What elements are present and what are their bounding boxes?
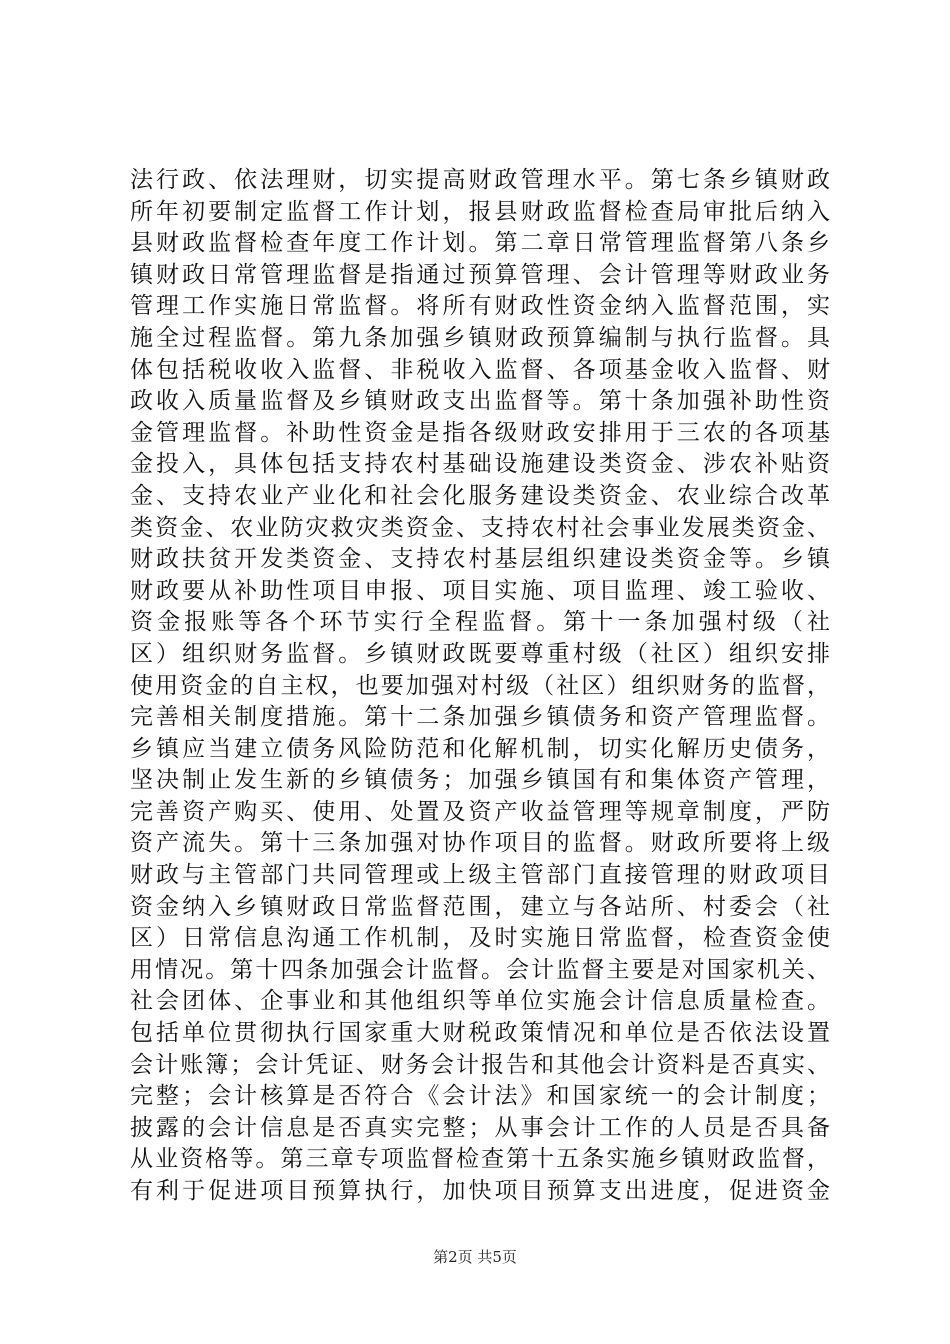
text-line: 用情况。第十四条加强会计监督。会计监督主要是对国家机关、 — [130, 956, 830, 983]
text-line: 披露的会计信息是否真实完整；从事会计工作的人员是否具备 — [130, 1114, 830, 1141]
text-line: 资金报账等各个环节实行全程监督。第十一条加强村级（社 — [130, 609, 830, 636]
text-line: 乡镇应当建立债务风险防范和化解机制，切实化解历史债务， — [130, 735, 830, 762]
text-line: 坚决制止发生新的乡镇债务；加强乡镇国有和集体资产管理， — [130, 767, 830, 794]
text-line: 县财政监督检查年度工作计划。第二章日常管理监督第八条乡 — [130, 230, 830, 257]
text-line: 体包括税收收入监督、非税收入监督、各项基金收入监督、财 — [130, 356, 830, 383]
text-line: 财政与主管部门共同管理或上级主管部门直接管理的财政项目 — [130, 862, 830, 889]
text-line: 有利于促进项目预算执行，加快项目预算支出进度，促进资金 — [130, 1178, 830, 1204]
text-line: 镇财政日常管理监督是指通过预算管理、会计管理等财政业务 — [130, 261, 830, 288]
page-footer — [0, 1246, 950, 1267]
text-line: 财政要从补助性项目申报、项目实施、项目监理、竣工验收、 — [130, 577, 830, 604]
text-line: 所年初要制定监督工作计划，报县财政监督检查局审批后纳入 — [130, 198, 830, 225]
text-line: 会计账簿；会计凭证、财务会计报告和其他会计资料是否真实、 — [130, 1051, 830, 1078]
text-line: 管理工作实施日常监督。将所有财政性资金纳入监督范围，实 — [130, 293, 830, 320]
text-line: 金、支持农业产业化和社会化服务建设类资金、农业综合改革 — [130, 482, 830, 509]
text-line: 财政扶贫开发类资金、支持农村基层组织建设类资金等。乡镇 — [130, 546, 830, 573]
text-line: 区）组织财务监督。乡镇财政既要尊重村级（社区）组织安排 — [130, 640, 830, 667]
text-line: 政收入质量监督及乡镇财政支出监督等。第十条加强补助性资 — [130, 388, 830, 415]
text-line: 资产流失。第十三条加强对协作项目的监督。财政所要将上级 — [130, 830, 830, 857]
text-line: 法行政、依法理财，切实提高财政管理水平。第七条乡镇财政 — [130, 167, 830, 193]
text-line: 施全过程监督。第九条加强乡镇财政预算编制与执行监督。具 — [130, 324, 830, 351]
text-line: 金投入，具体包括支持农村基础设施建设类资金、涉农补贴资 — [130, 451, 830, 478]
text-line: 金管理监督。补助性资金是指各级财政安排用于三农的各项基 — [130, 419, 830, 446]
text-line: 完善资产购买、使用、处置及资产收益管理等规章制度，严防 — [130, 798, 830, 825]
text-line: 完整；会计核算是否符合《会计法》和国家统一的会计制度； — [130, 1083, 830, 1110]
text-line: 从业资格等。第三章专项监督检查第十五条实施乡镇财政监督， — [130, 1146, 830, 1173]
text-line: 类资金、农业防灾救灾类资金、支持农村社会事业发展类资金、 — [130, 514, 830, 541]
text-line: 区）日常信息沟通工作机制，及时实施日常监督，检查资金使 — [130, 925, 830, 952]
text-line: 完善相关制度措施。第十二条加强乡镇债务和资产管理监督。 — [130, 704, 830, 731]
text-line: 资金纳入乡镇财政日常监督范围，建立与各站所、村委会（社 — [130, 893, 830, 920]
page-number-label: 第2页 共5页 — [433, 1248, 517, 1266]
body-text — [130, 165, 830, 1208]
text-line: 社会团体、企事业和其他组织等单位实施会计信息质量检查。 — [130, 988, 830, 1015]
text-line: 使用资金的自主权，也要加强对村级（社区）组织财务的监督， — [130, 672, 830, 699]
text-line: 包括单位贯彻执行国家重大财税政策情况和单位是否依法设置 — [130, 1020, 830, 1047]
